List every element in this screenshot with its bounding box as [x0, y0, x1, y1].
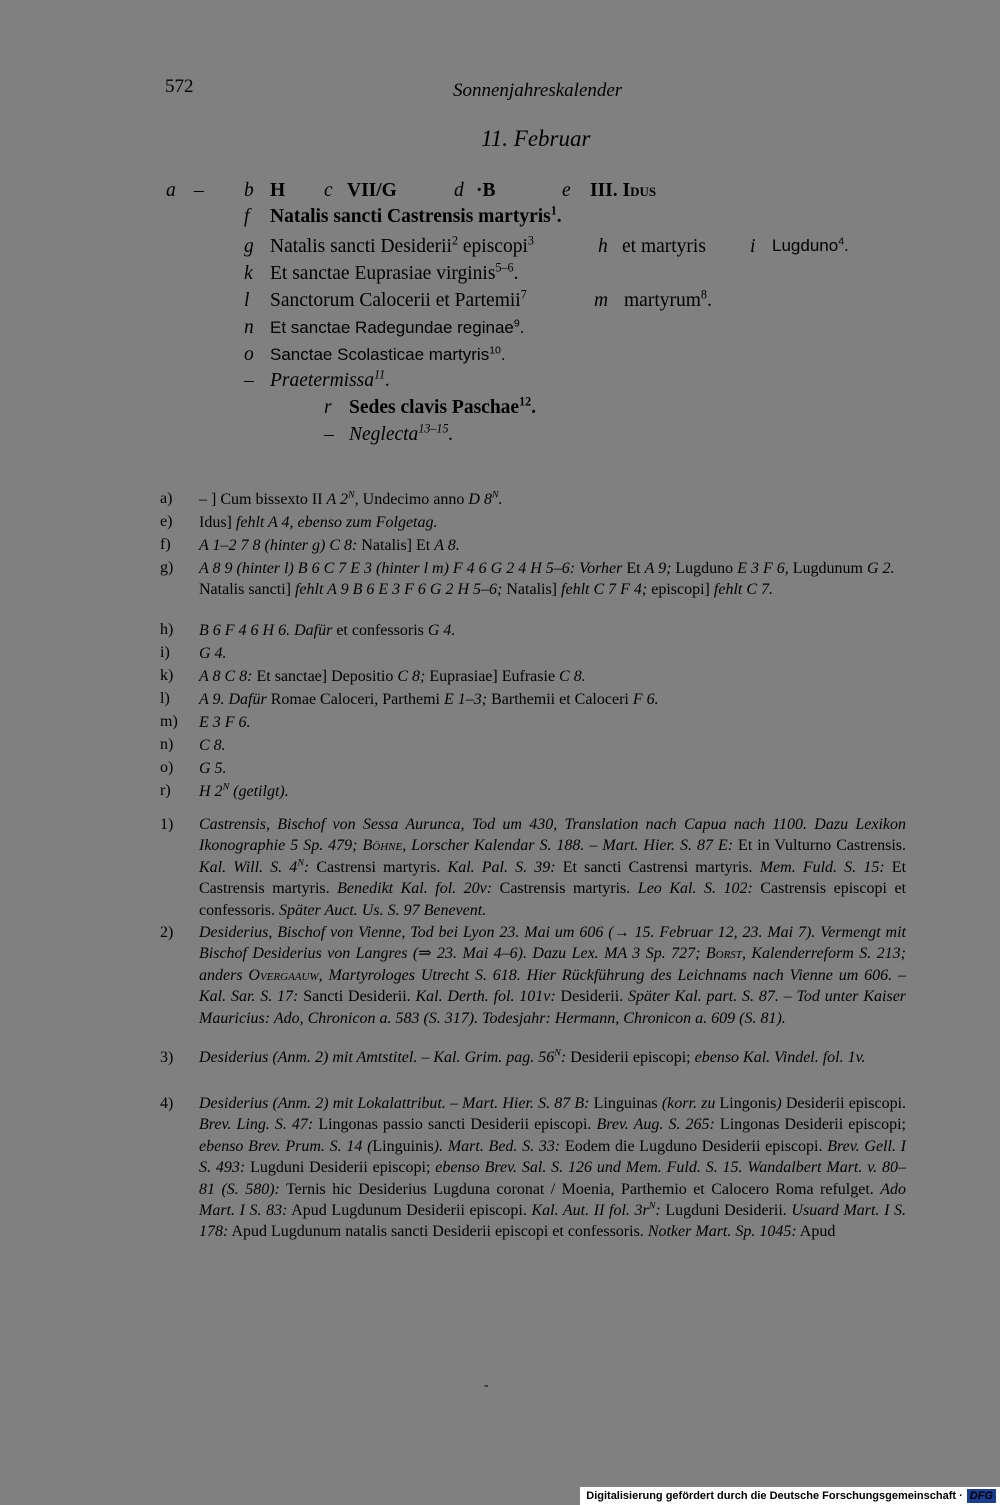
- footer-bar: [580, 1487, 1000, 1505]
- apparatus-entry: A 1–2 7 8 (hinter g) C 8: Natalis] Et A 8.: [199, 537, 460, 554]
- entry-r: Sedes clavis Paschae$^{12}$.: [349, 394, 537, 418]
- siglum-h: h: [598, 236, 608, 257]
- footnote-text: Desiderius (Anm. 2) mit Amtstitel. – Kal. Grim. pag. $56^N$: Desiderii episcopi; ebenso Kal. Vindel. fol. 1v.: [199, 1047, 866, 1066]
- siglum-a: a: [166, 180, 176, 201]
- entry-i: Lugduno$^4$.: [772, 235, 849, 255]
- dash-neglecta: –: [324, 424, 334, 445]
- apparatus-label: l): [160, 690, 170, 707]
- siglum-f: f: [244, 206, 250, 227]
- page-number: 572: [165, 76, 194, 97]
- apparatus-entry: E 3 F 6.: [199, 714, 251, 731]
- siglum-e: e: [562, 180, 571, 201]
- apparatus-label: e): [160, 513, 173, 530]
- entry-h: et martyris: [622, 236, 706, 257]
- apparatus-label: g): [160, 559, 174, 576]
- apparatus-entry: Idus] fehlt A 4, ebenso zum Folgetag.: [199, 514, 438, 531]
- entry-n: Et sanctae Radegundae reginae$^9$.: [270, 317, 525, 337]
- footnote-label: 3): [160, 1049, 174, 1066]
- footnote-label: 1): [160, 816, 174, 833]
- apparatus-entry: B 6 F 4 6 H 6. Dafür et confessoris G 4.: [199, 622, 456, 639]
- apparatus-label: i): [160, 644, 170, 661]
- footnote-label: 4): [160, 1095, 174, 1112]
- footer-text: Digitalisierung gefördert durch die Deutsche Forschungsgemeinschaft ·: [586, 1490, 963, 1502]
- siglum-r: r: [324, 397, 332, 418]
- apparatus-label: n): [160, 736, 174, 753]
- cal-row-a: [166, 180, 176, 202]
- apparatus-entry: A 8 9 (hinter l) B 6 C 7 E 3 (hinter l m) F 4 6 G 2 4 H 5–6: Vorher Et A 9; Lugduno E 3 F 6, Lugdunum G 2. Natalis sancti] fehlt A 9 B 6 E 3 F 6 G 2 H 5–6; Natalis] fehlt C 7 F 4; episcopi] fehlt C 7.: [199, 560, 895, 598]
- dfg-logo: DFG: [967, 1489, 996, 1503]
- entry-k: Et sanctae Euprasiae virginis$^{5-6}$.: [270, 260, 519, 284]
- entry-neglecta: Neglecta$^{13-15}$.: [349, 421, 454, 445]
- apparatus-label: f): [160, 536, 171, 553]
- entry-l: Sanctorum Calocerii et Partemii$^7$: [270, 287, 527, 311]
- apparatus-label: r): [160, 782, 171, 799]
- siglum-l: l: [244, 290, 250, 311]
- dash-praetermissa: –: [244, 370, 254, 391]
- bottom-mark: -: [484, 1378, 489, 1393]
- siglum-b: b: [244, 180, 254, 201]
- siglum-o: o: [244, 344, 254, 365]
- date-title: 11. Februar: [481, 126, 591, 151]
- siglum-d: d: [454, 180, 464, 201]
- apparatus-label: h): [160, 621, 174, 638]
- footnote-text: Desiderius (Anm. 2) mit Lokalattribut. – Mart. Hier. S. 87 B: Linguinas (korr. zu Lingonis) Desiderii episcopi. Brev. Ling. S. 47: Lingonas passio sancti Desiderii episcopi. Brev. Aug. S. 265: Lingonas Desiderii episcopi; ebenso Brev. Prum. S. 14 (Linguinis). Mart. Bed. S. 33: Eodem die Lugduno Desiderii episcopi. Brev. Gell. I S. 493: Lugduni Desiderii episcopi; ebenso Brev. Sal. S. 126 und Mem. Fuld. S. 15. Wandalbert Mart. v. 80–81 (S. 580): Ternis hic Desiderius Lugduna coronat / Moenia, Parthemio et Calocero Roma refulget. Ado Mart. I S. 83: Apud Lugdunum Desiderii episcopi. Kal. Aut. II fol. $3r^N$: Lugduni Desiderii. Usuard Mart. I S. 178: Apud Lugdunum natalis sancti Desiderii episcopi et confessoris. Notker Mart. Sp. 1045: Apud: [199, 1095, 907, 1241]
- apparatus-label: o): [160, 759, 174, 776]
- entry-m: martyrum$^8$.: [624, 287, 712, 311]
- siglum-g: g: [244, 236, 254, 257]
- weekday-letter: H: [270, 180, 286, 201]
- lunar-letter: ·B: [476, 180, 496, 201]
- apparatus-entry: G 4.: [199, 645, 227, 662]
- entry-o: Sanctae Scolasticae martyris$^{10}$.: [270, 344, 506, 364]
- apparatus-entry: A 9. Dafür Romae Caloceri, Parthemi E 1–3; Barthemii et Caloceri F 6.: [199, 691, 659, 708]
- apparatus-entry: H $2^N$ (getilgt).: [199, 781, 289, 800]
- apparatus-entry: G 5.: [199, 760, 227, 777]
- cal-row-b: [244, 180, 254, 202]
- dash-a: –: [194, 180, 204, 201]
- siglum-k: k: [244, 263, 253, 284]
- siglum-c: c: [324, 180, 333, 201]
- roman-date: III. Idus: [590, 180, 657, 201]
- apparatus-label: m): [160, 713, 178, 730]
- apparatus-label: k): [160, 667, 174, 684]
- footnote-text: Desiderius, Bischof von Vienne, Tod bei Lyon 23. Mai um 606 (→ 15. Februar 12, 23. Mai 7). Vermengt mit Bischof Desiderius von Langres (⇒ 23. Mai 4–6). Dazu Lex. MA 3 Sp. 727; Borst, Kalenderreform S. 213; anders Overgaauw, Martyrologes Utrecht S. 618. Hier Rückführung des Leichnams nach Vienne um 606. – Kal. Sar. S. 17: Sancti Desiderii. Kal. Derth. fol. 101v: Desiderii. Später Kal. part. S. 87. – Tod unter Kaiser Mauricius: Ado, Chronicon a. 583 (S. 317). Todesjahr: Hermann, Chronicon a. 609 (S. 81).: [199, 924, 907, 1027]
- golden-number: VII/G: [347, 180, 397, 201]
- entry-g: Natalis sancti Desiderii$^2$ episcopi$^3$: [270, 233, 534, 257]
- entry-praetermissa: Praetermissa$^{11}$.: [270, 367, 391, 391]
- running-title: Sonnenjahreskalender: [453, 80, 623, 101]
- footnote-label: 2): [160, 924, 174, 941]
- apparatus-entry: C 8.: [199, 737, 226, 754]
- siglum-m: m: [594, 290, 609, 311]
- entry-f: Natalis sancti Castrensis martyris$^1$.: [270, 203, 562, 227]
- apparatus-entry: A 8 C 8: Et sanctae] Depositio C 8; Euprasiae] Eufrasie C 8.: [199, 668, 586, 685]
- siglum-n: n: [244, 317, 254, 338]
- apparatus-entry: – ] Cum bissexto II A $2^N$, Undecimo anno D $8^N$.: [199, 489, 503, 508]
- footnote-text: Castrensis, Bischof von Sessa Aurunca, Tod um 430, Translation nach Capua nach 1100. Dazu Lexikon Ikonographie 5 Sp. 479; Böhne, Lorscher Kalendar S. 188. – Mart. Hier. S. 87 E: Et in Vulturno Castrensis. Kal. Will. S. $4^N$: Castrensi martyris. Kal. Pal. S. 39: Et sancti Castrensi martyris. Mem. Fuld. S. 15: Et Castrensis martyris. Benedikt Kal. fol. 20v: Castrensis martyris. Leo Kal. S. 102: Castrensis episcopi et confessoris. Später Auct. Us. S. 97 Benevent.: [199, 816, 907, 919]
- siglum-i: i: [750, 236, 756, 257]
- apparatus-label: a): [160, 490, 173, 507]
